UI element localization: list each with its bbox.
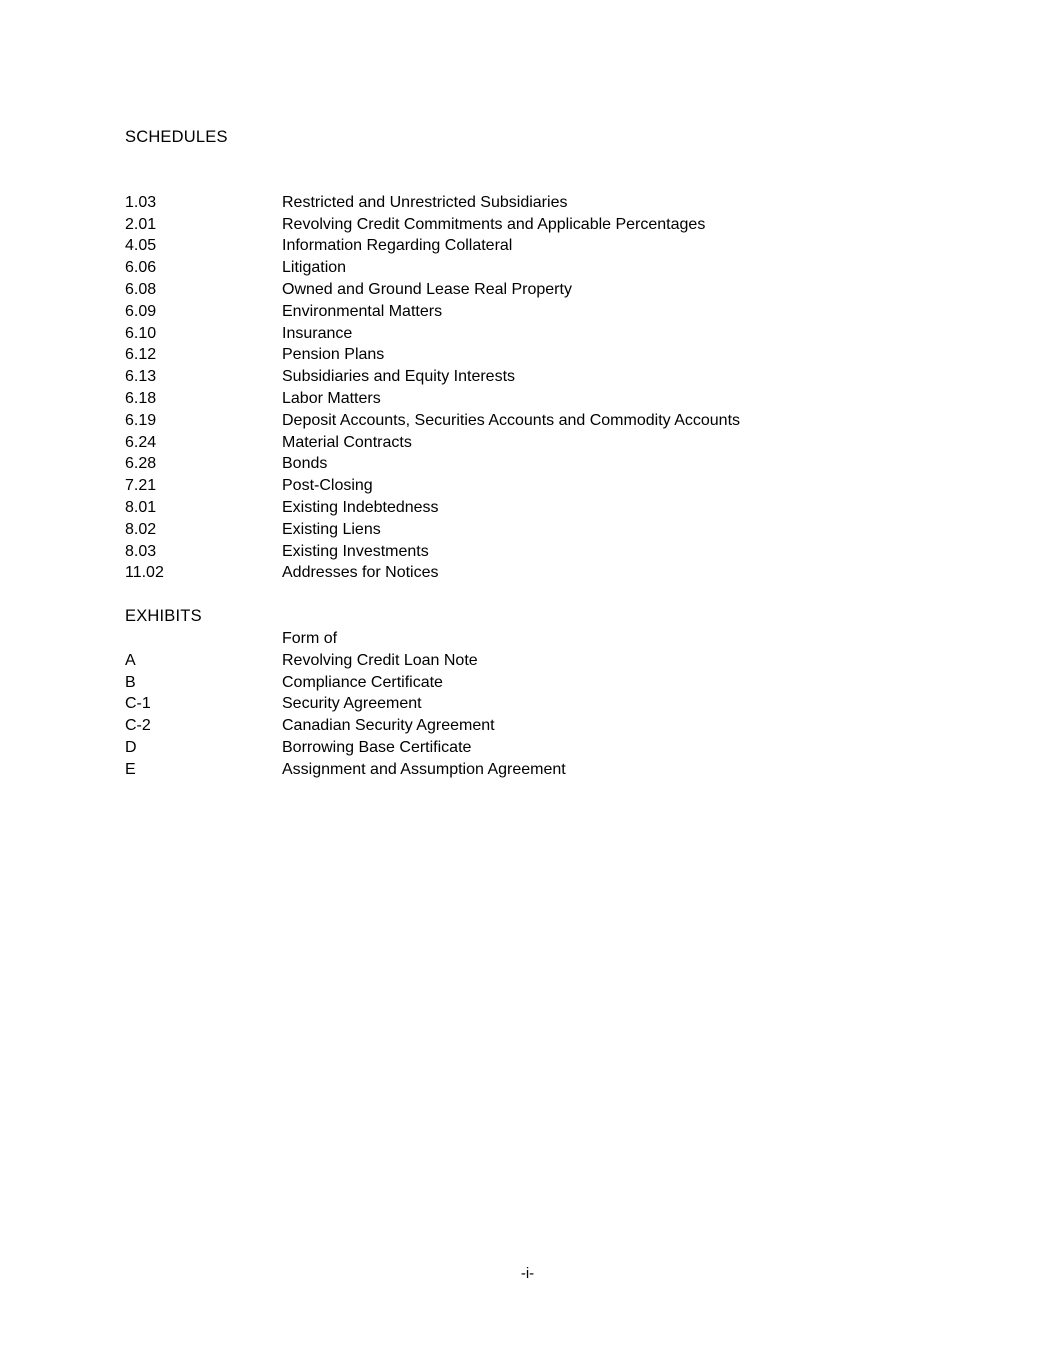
exhibit-title: Form of	[282, 629, 338, 647]
schedule-title: Subsidiaries and Equity Interests	[282, 368, 516, 386]
schedule-title: Insurance	[282, 324, 353, 342]
schedule-row	[125, 214, 965, 236]
schedule-row	[125, 497, 965, 519]
exhibit-title: Revolving Credit Loan Note	[282, 651, 478, 669]
schedule-number: 6.13	[125, 368, 157, 386]
schedule-number: 6.10	[125, 324, 157, 342]
exhibit-row	[125, 672, 965, 694]
schedule-number: 6.28	[125, 455, 157, 473]
schedule-number: 1.03	[125, 193, 157, 211]
exhibit-number: C-1	[125, 695, 151, 713]
schedule-row	[125, 432, 965, 454]
schedules-heading: SCHEDULES	[125, 128, 228, 146]
exhibit-title: Assignment and Assumption Agreement	[282, 760, 566, 778]
schedule-number: 8.03	[125, 542, 157, 560]
schedule-row	[125, 192, 965, 214]
schedule-title: Restricted and Unrestricted Subsidiaries	[282, 193, 568, 211]
schedule-number: 4.05	[125, 237, 157, 255]
schedule-title: Revolving Credit Commitments and Applicable Percentages	[282, 215, 706, 233]
schedule-number: 6.18	[125, 389, 157, 407]
schedule-row	[125, 475, 965, 497]
schedule-number: 2.01	[125, 215, 157, 233]
exhibit-row	[125, 650, 965, 672]
schedule-title: Post-Closing	[282, 477, 373, 495]
schedule-title: Existing Indebtedness	[282, 498, 439, 516]
schedule-row	[125, 301, 965, 323]
schedule-row	[125, 257, 965, 279]
page-number: -i-	[520, 1265, 535, 1283]
schedule-number: 8.01	[125, 498, 157, 516]
schedule-title: Owned and Ground Lease Real Property	[282, 280, 572, 298]
schedule-number: 6.09	[125, 302, 157, 320]
exhibit-title: Canadian Security Agreement	[282, 717, 495, 735]
schedule-row	[125, 519, 965, 541]
schedule-row	[125, 366, 965, 388]
schedule-number: 6.08	[125, 280, 157, 298]
exhibit-row	[125, 715, 965, 737]
schedule-row	[125, 323, 965, 345]
schedule-number: 6.19	[125, 411, 157, 429]
schedule-row	[125, 344, 965, 366]
schedule-title: Litigation	[282, 259, 347, 277]
schedule-row	[125, 562, 965, 584]
schedule-title: Material Contracts	[282, 433, 412, 451]
schedule-title: Existing Liens	[282, 520, 381, 538]
exhibits-heading: EXHIBITS	[125, 607, 202, 626]
exhibit-number: B	[125, 673, 136, 691]
exhibit-number: D	[125, 738, 137, 756]
schedule-title: Addresses for Notices	[282, 564, 439, 582]
exhibit-number: C-2	[125, 717, 151, 735]
schedules-list	[125, 192, 965, 584]
schedule-number: 6.06	[125, 259, 157, 277]
exhibit-row	[125, 759, 965, 781]
schedule-title: Pension Plans	[282, 346, 385, 364]
schedule-number: 7.21	[125, 477, 157, 495]
exhibit-row	[125, 628, 965, 650]
exhibit-number: A	[125, 651, 136, 669]
exhibit-title: Compliance Certificate	[282, 673, 443, 691]
schedule-title: Deposit Accounts, Securities Accounts and Commodity Accounts	[282, 411, 741, 429]
schedule-row	[125, 453, 965, 475]
schedule-number: 6.24	[125, 433, 157, 451]
exhibit-row	[125, 737, 965, 759]
schedule-row	[125, 235, 965, 257]
schedule-row	[125, 410, 965, 432]
schedule-number: 6.12	[125, 346, 157, 364]
schedule-title: Environmental Matters	[282, 302, 443, 320]
schedule-title: Existing Investments	[282, 542, 429, 560]
schedule-number: 11.02	[125, 564, 164, 582]
exhibit-row	[125, 693, 965, 715]
schedule-title: Information Regarding Collateral	[282, 237, 513, 255]
schedule-row	[125, 541, 965, 563]
exhibit-title: Borrowing Base Certificate	[282, 738, 472, 756]
exhibit-number: E	[125, 760, 136, 778]
schedule-number: 8.02	[125, 520, 157, 538]
exhibit-title: Security Agreement	[282, 695, 422, 713]
schedule-title: Labor Matters	[282, 389, 381, 407]
exhibits-list	[125, 628, 965, 781]
schedule-row	[125, 388, 965, 410]
schedule-row	[125, 279, 965, 301]
schedule-title: Bonds	[282, 455, 328, 473]
